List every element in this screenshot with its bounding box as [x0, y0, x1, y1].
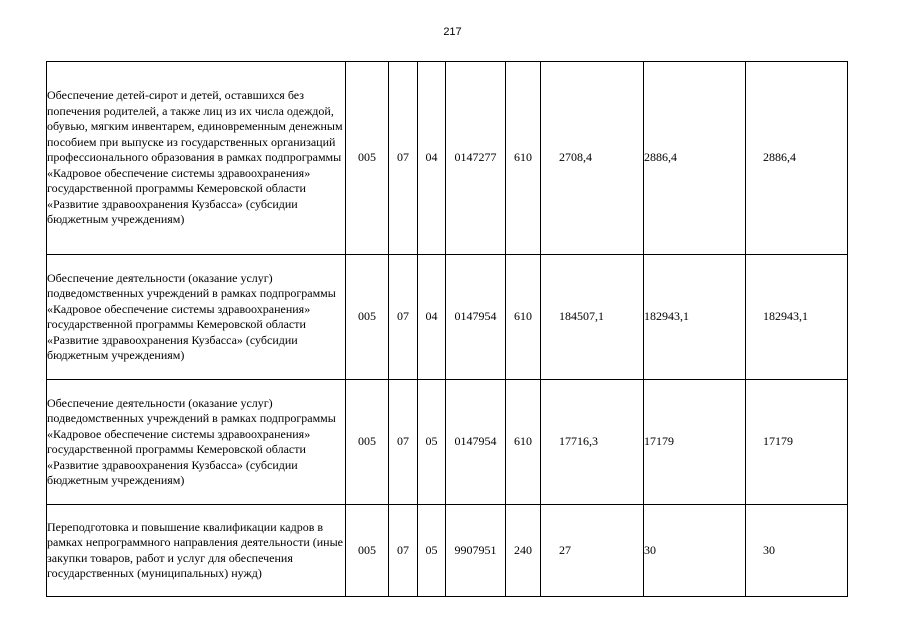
target-code-cell: 0147277: [446, 62, 506, 255]
table-row: [47, 505, 848, 597]
target-code-cell: 9907951: [446, 505, 506, 597]
expense-type-cell: 240: [506, 505, 541, 597]
amount-year-2-cell: 17179: [644, 380, 746, 505]
section-code-cell: 07: [389, 255, 418, 380]
amount-year-3-cell: 17179: [746, 380, 848, 505]
amount-year-1-cell: 27: [541, 505, 644, 597]
row-description: Обеспечение детей-сирот и детей, оставшихся без попечения родителей, а также лиц из их числа одеждой, обувью, мягким инвентарем, единовременным денежным пособием при выпуске из государственных организаций профессионального образования в рамках подпрограммы «Кадровое обеспечение системы здравоохранения» государственной программы Кемеровской области «Развитие здравоохранения Кузбасса» (субсидии бюджетным учреждениям): [47, 62, 346, 255]
budget-table: [46, 61, 848, 597]
amount-year-2-cell: 182943,1: [644, 255, 746, 380]
ministry-code-cell: 005: [346, 380, 389, 505]
table-row: [47, 62, 848, 255]
ministry-code-cell: 005: [346, 255, 389, 380]
table-row: [47, 380, 848, 505]
expense-type-cell: 610: [506, 255, 541, 380]
target-code-cell: 0147954: [446, 380, 506, 505]
table-row: [47, 255, 848, 380]
amount-year-1-cell: 2708,4: [541, 62, 644, 255]
expense-type-cell: 610: [506, 380, 541, 505]
subsection-code-cell: 04: [418, 62, 446, 255]
amount-year-1-cell: 184507,1: [541, 255, 644, 380]
ministry-code-cell: 005: [346, 62, 389, 255]
target-code-cell: 0147954: [446, 255, 506, 380]
amount-year-2-cell: 2886,4: [644, 62, 746, 255]
row-description: Обеспечение деятельности (оказание услуг) подведомственных учреждений в рамках подпрограммы «Кадровое обеспечение системы здравоохранения» государственной программы Кемеровской области «Развитие здравоохранения Кузбасса» (субсидии бюджетным учреждениям): [47, 380, 346, 505]
row-description: Переподготовка и повышение квалификации кадров в рамках непрограммного направления деятельности (иные закупки товаров, работ и услуг для обеспечения государственных (муниципальных) нужд): [47, 505, 346, 597]
amount-year-2-cell: 30: [644, 505, 746, 597]
section-code-cell: 07: [389, 505, 418, 597]
row-description: Обеспечение деятельности (оказание услуг) подведомственных учреждений в рамках подпрограммы «Кадровое обеспечение системы здравоохранения» государственной программы Кемеровской области «Развитие здравоохранения Кузбасса» (субсидии бюджетным учреждениям): [47, 255, 346, 380]
amount-year-1-cell: 17716,3: [541, 380, 644, 505]
subsection-code-cell: 04: [418, 255, 446, 380]
section-code-cell: 07: [389, 380, 418, 505]
page-number: 217: [443, 26, 462, 38]
subsection-code-cell: 05: [418, 505, 446, 597]
subsection-code-cell: 05: [418, 380, 446, 505]
amount-year-3-cell: 30: [746, 505, 848, 597]
amount-year-3-cell: 182943,1: [746, 255, 848, 380]
section-code-cell: 07: [389, 62, 418, 255]
ministry-code-cell: 005: [346, 505, 389, 597]
expense-type-cell: 610: [506, 62, 541, 255]
amount-year-3-cell: 2886,4: [746, 62, 848, 255]
